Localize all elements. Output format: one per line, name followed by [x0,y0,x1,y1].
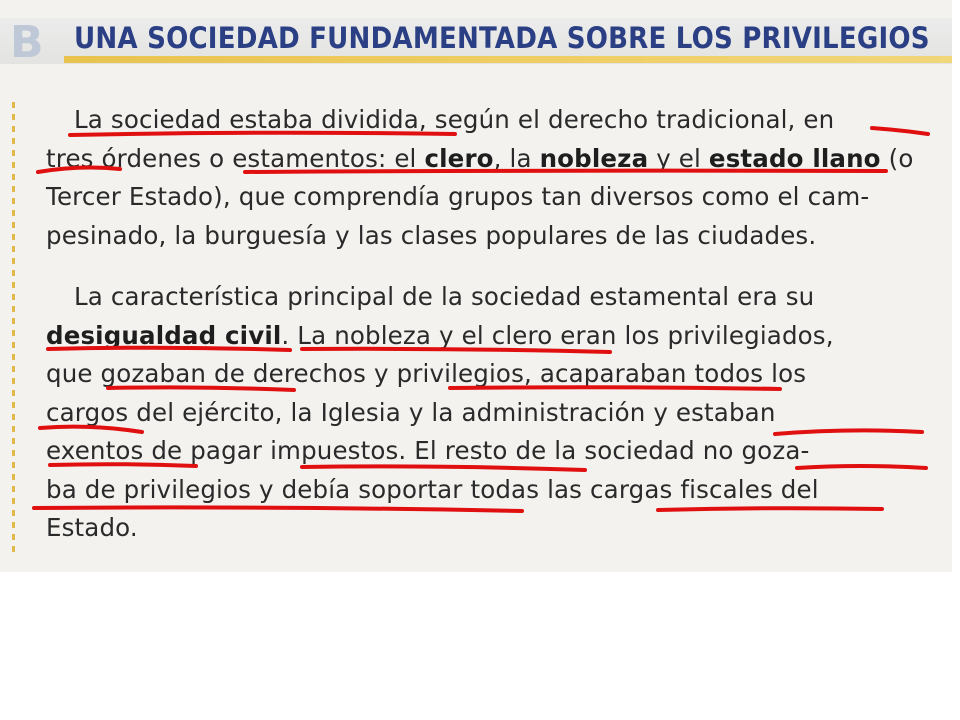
underline-mark [38,168,120,172]
bold-term: clero [424,143,494,173]
text-segment: cargos del ejército, la Iglesia y la administración y estaban [46,397,776,427]
text-segment: La característica principal de la sociedad estamental era su [74,282,815,311]
underline-mark [302,349,610,352]
underline-mark [775,430,922,434]
underline-mark [245,171,886,172]
underline-mark [50,464,196,466]
text-segment: La sociedad estaba dividida, según el derecho tradicional, en [74,105,835,134]
text-segment: exentos de pagar impuestos. El resto de la sociedad no goza- [46,436,810,465]
text-segment: Tercer Estado), que comprendía grupos tan diversos como el cam- [46,182,870,211]
bold-term: nobleza [539,143,649,173]
text-segment: . La nobleza y el clero eran los privilegiados, [281,320,834,350]
underline-mark [108,387,294,390]
text-segment: pesinado, la burguesía y las clases populares de las ciudades. [46,220,817,250]
text-segment: que gozaban de derechos y privilegios, acaparaban todos los [46,359,807,388]
underline-mark [450,387,780,389]
underline-mark [40,427,142,432]
underline-mark [70,133,455,135]
underline-mark [48,348,290,350]
underline-mark [34,507,522,511]
section-letter: B [10,17,44,68]
bold-term: desigualdad civil [46,320,282,350]
text-segment: y el [648,143,709,173]
text-segment: Estado. [46,513,138,542]
underline-mark [797,466,926,468]
text-segment: (o [880,143,914,173]
underline-mark [872,128,928,134]
underline-mark [302,466,585,470]
text-segment: ba de privilegios y debía soportar todas las cargas fiscales del [46,474,819,504]
text-segment: , la [493,143,540,173]
bold-term: estado llano [708,143,881,173]
section-title: UNA SOCIEDAD FUNDAMENTADA SOBRE LOS PRIVILEGIOS [74,21,930,55]
text-segment: tres órdenes o estamentos: el [46,143,425,173]
underline-mark [658,508,882,510]
